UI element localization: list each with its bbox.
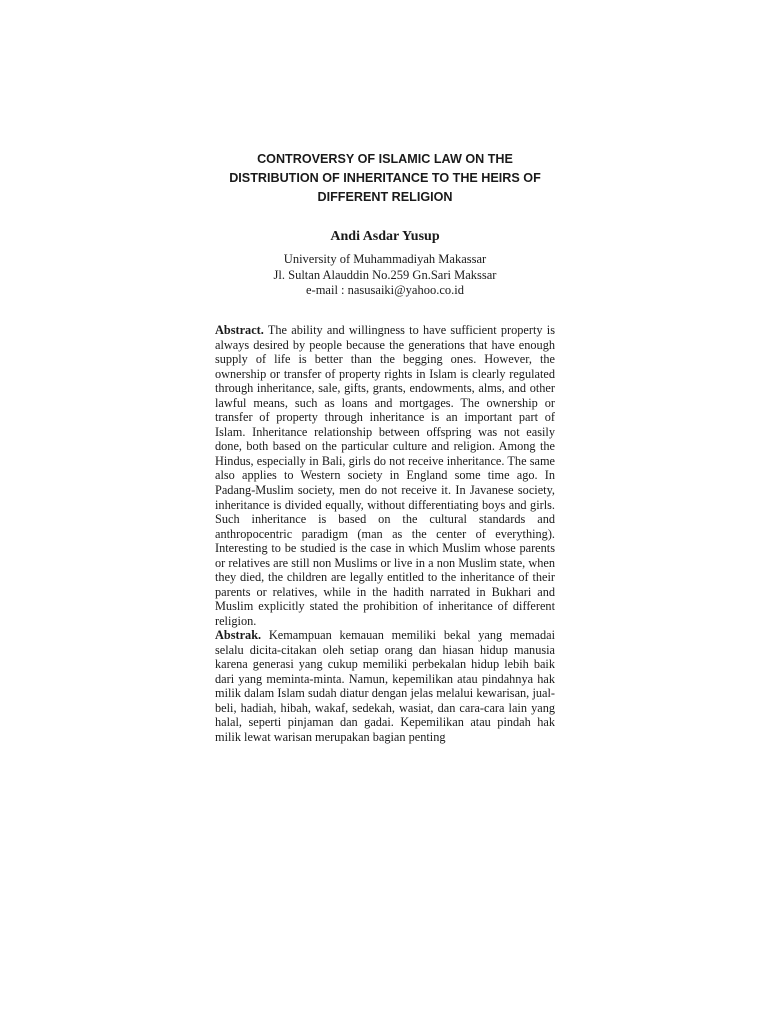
abstract-text: The ability and willingness to have sufficient property is always desired by people because the generations that have enough supply of life is better than the begging ones. However, the ownership or transfer of property rights in Islam is clearly regulated through inheritance, sale, gifts, grants, endowments, alms, and other lawful means, such as loans and mortgages. The ownership or transfer of property through inheritance is an important part of Islam. Inheritance relationship between offspring was not easily done, both based on the particular culture and religion. Among the Hindus, especially in Bali, girls do not receive inheritance. The same also applies to Western society in England some time ago. In Padang-Muslim society, men do not receive it. In Javanese society, inheritance is divided equally, without differentiating boys and girls. Such inheritance is based on the cultural standards and anthropocentric paradigm (man as the center of everything). Interesting to be studied is the case in which Muslim whose parents or relatives are still non Muslims or live in a non Muslim state, when they died, the children are legally entitled to the inheritance of their parents or relatives, while in the hadith narrated in Bukhari and Muslim explicitly stated the prohibition of inheritance of different religion.: [215, 323, 555, 628]
author-name: Andi Asdar Yusup: [330, 229, 440, 244]
author-affiliation: [215, 252, 555, 299]
abstract-label: Abstract.: [215, 323, 264, 337]
abstract-english: [215, 323, 555, 628]
abstract-indonesian: [215, 628, 555, 744]
paper-title: CONTROVERSY OF ISLAMIC LAW ON THE DISTRIBUTION OF INHERITANCE TO THE HEIRS OF DIFFERENT RELIGION: [229, 152, 541, 204]
abstrak-label: Abstrak.: [215, 628, 262, 642]
address: Jl. Sultan Alauddin No.259 Gn.Sari Makssar: [273, 267, 497, 282]
abstrak-text: Kemampuan kemauan memiliki bekal yang memadai selalu dicita-citakan oleh setiap orang dan hiasan hidup manusia karena generasi yang cukup memiliki perbekalan hidup lebih baik dari yang meminta-minta. Namun, kepemilikan atau pindahnya hak milik dalam Islam sudah diatur dengan jelas melalui kewarisan, jual-beli, hadiah, hibah, wakaf, sedekah, wasiat, dan cara-cara lain yang halal, seperti pinjaman dan gadai. Kepemilikan atau pindah hak milik lewat warisan merupakan bagian penting: [215, 628, 555, 744]
institution: University of Muhammadiyah Makassar: [283, 252, 487, 266]
email: e-mail : nasusaiki@yahoo.co.id: [305, 283, 464, 297]
